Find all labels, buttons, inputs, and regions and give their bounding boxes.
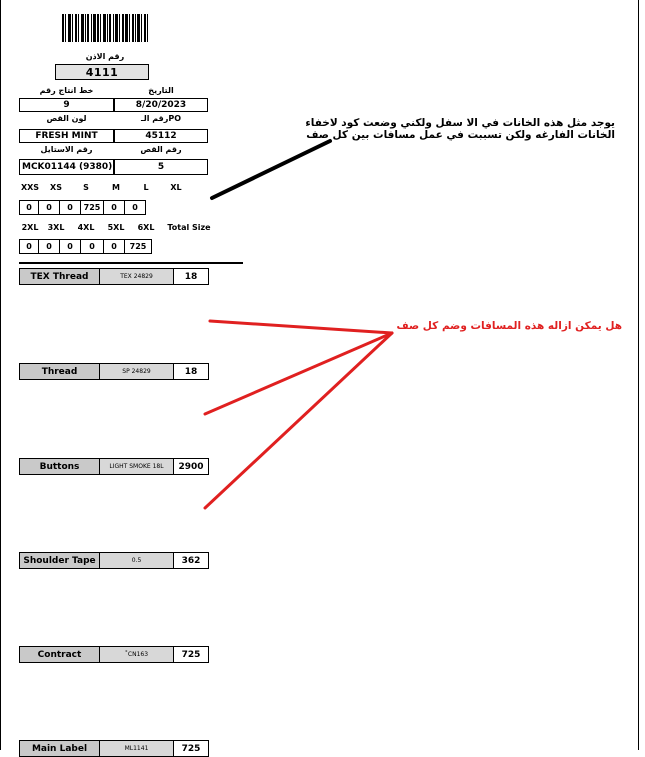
material-qty: 725: [174, 647, 208, 662]
material-code: 0.5: [100, 553, 174, 568]
material-code: SP 24829: [100, 364, 174, 379]
size-value: 0: [20, 240, 39, 254]
annotation-note-black: يوجد مثل هذه الخانات في الا سفل ولكني وضعت كود لاخفاء الخانات الفارغه ولكن تسببت في عمل مسافات بين كل صف: [305, 117, 615, 141]
size-label: 6XL: [137, 223, 155, 232]
material-code: ML1141: [100, 741, 174, 756]
date-field: 8/20/2023: [114, 98, 208, 112]
size-value: 0: [81, 240, 104, 254]
size-value: 0: [104, 240, 125, 254]
material-name: Buttons: [20, 459, 100, 474]
red-arrow-line: [205, 333, 392, 508]
production-line-label: خط انتاج رقم: [39, 86, 94, 95]
material-name: Shoulder Tape: [20, 553, 100, 568]
black-arrow-line: [212, 141, 330, 198]
size-value: 0: [104, 201, 125, 215]
size-value: 0: [39, 240, 60, 254]
material-name: Contract: [20, 647, 100, 662]
po-label: رقم الـPO: [140, 114, 182, 123]
material-name: TEX Thread: [20, 269, 100, 284]
material-qty: 2900: [174, 459, 208, 474]
ear-number-field: 4111: [55, 64, 149, 80]
date-label: التاريخ: [148, 86, 174, 95]
annotation-note-red: هل يمكن ازاله هذه المسافات وضم كل صف: [396, 320, 622, 332]
material-qty: 362: [174, 553, 208, 568]
material-qty: 18: [174, 269, 208, 284]
size-label: XS: [50, 183, 62, 192]
shirt-color-label: لون القص: [46, 114, 87, 123]
size-value: 725: [125, 240, 152, 254]
size-label: M: [112, 183, 120, 192]
material-code: TEX 24829: [100, 269, 174, 284]
size-value: 725: [81, 201, 104, 215]
ear-number-label: رقم الاذن: [85, 52, 125, 61]
size-value: 0: [125, 201, 146, 215]
shirt-color-field: FRESH MINT: [19, 129, 114, 143]
size-label: Total Size: [167, 223, 211, 232]
production-line-field: 9: [19, 98, 114, 112]
size-label: S: [83, 183, 89, 192]
po-number-field: 45112: [114, 129, 208, 143]
size-label: XXS: [20, 183, 40, 192]
size-value: 0: [60, 240, 81, 254]
material-name: Main Label: [20, 741, 100, 756]
material-code: LIGHT SMOKE 18L: [100, 459, 174, 474]
size-label: 5XL: [107, 223, 125, 232]
material-qty: 18: [174, 364, 208, 379]
size-value: 0: [60, 201, 81, 215]
red-arrow-line: [210, 321, 392, 333]
size-label: XL: [170, 183, 182, 192]
style-number-field: MCK01144 (9380): [19, 159, 114, 175]
size-label: 2XL: [21, 223, 39, 232]
material-qty: 725: [174, 741, 208, 756]
material-name: Thread: [20, 364, 100, 379]
red-arrow-line: [205, 333, 392, 414]
size-value: 0: [20, 201, 39, 215]
material-code: ˚CN163: [100, 647, 174, 662]
cut-number-field: 5: [114, 159, 208, 175]
size-label: 4XL: [77, 223, 95, 232]
size-value: 0: [39, 201, 60, 215]
size-label: 3XL: [47, 223, 65, 232]
size-label: L: [143, 183, 149, 192]
style-label: رقم الاستايل: [40, 145, 93, 154]
cut-label: رقم القص: [140, 145, 182, 154]
